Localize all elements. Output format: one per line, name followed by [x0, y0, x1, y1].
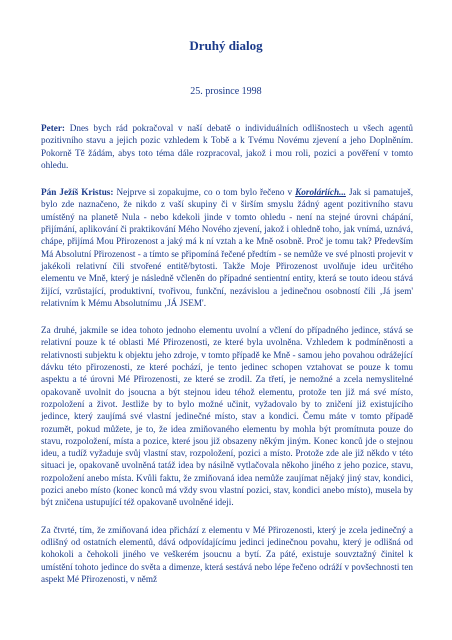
- document-title: Druhý dialog: [189, 38, 263, 53]
- paragraph-1-text: Dnes bych rád pokračoval v naší debatě o individuálních odlišnostech u všech agentů pozitivního stavu a jejich pozic vzhledem k Tobě a k Tvému Novému zjevení a jeho Doplněním. Pokorně Tě žádám, abys toto téma dále rozpracoval, jakož i mou roli, pozici a pověření v tomto ohledu.: [41, 123, 413, 170]
- document-body: [41, 122, 413, 600]
- speaker-peter: Peter:: [41, 123, 65, 133]
- paragraph-2-text-after: Jak si pamatuješ, bylo zde naznačeno, že nikdo z vaší skupiny či v širším smyslu žádný agent pozitivního stavu umístěný na planetě Nula - nebo kdekoli jinde v tomto ohledu - není na stejné úrovni chápání, přijímání, aplikování či praktikování Mého Nového zjevení, jakož i ohledně toho, jak vnímá, uznává, chápe, přijímá Mou Přirozenost a jaký má k ní vztah a ke Mně osobně. Proč je tomu tak? Především Má Absolutní Přirozenost - a tímto se připomíná řečené předtím - se nemůže ve své plnosti projevit v jakékoli relativní čili stvořené entitě/bytosti. Takže Moje Přirozenost uvolňuje ideu určitého elementu ve Mně, který je následně včleněn do případné sentientní entity, která se touto ideou stává žijící, vzrůstající, produktivní, tvořivou, funkční, nezávislou a jedinečnou osobností čili ‚Já jsem' relativním k Mému Absolutnímu ‚JÁ JSEM'.: [41, 187, 413, 308]
- paragraph-2: [41, 186, 413, 309]
- koroláriích-link[interactable]: Koroláriích...: [295, 187, 346, 198]
- paragraph-3: Za druhé, jakmile se idea tohoto jednoho elementu uvolní a včlení do případného jedince, stává se relativní pouze k té oblasti Mé Přirozenosti, ze které byla uvolněna. Vzhledem k podmíněnosti a relativnosti subjektu k objektu jeho zdroje, v tomto případě ke Mně - samou jeho povahou odrážející dávku této přirozenosti, ze které pochází, je tento jedinec schopen vztahovat se pouze k tomu aspektu a té úrovni Mé Přirozenosti, ze které se zrodil. Za třetí, je nemožné a zcela nemyslitelné opakovaně uvolnit do jsoucna a být stejnou ideu téhož elementu, protože ten již má své místo, rozpoložení a život. Jestliže by to bylo možné učinit, vyžadovalo by to zničení již existujícího jedince, který zaujímá své vlastní jedinečné místo, stav a kondici. Čemu máte v tomto případě rozumět, pokud můžete, je to, že idea zmiňovaného elementu by mohla být promítnuta pouze do stavu, rozpoložení, místa a pozice, které jsou již obsazeny někým jiným. Konec konců jde o stejnou ideu, a tudíž vyžaduje svůj vlastní stav, rozpoložení, pozici a místo. Protože zde ale již někdo v této situaci je, opakovaně uvolněná tatáž idea by násilně vytlačovala někoho jiného z jeho pozice, stavu, rozpoložení anebo místa. Kvůli faktu, že zmiňovaná idea nemůže zaujímat nějaký jiný stav, kondici, pozici anebo místo (konec konců má vždy svou vlastní pozici, stav, kondici anebo místo), musela by být zničena ustupující též opakovaně uvolněné ideji.: [41, 325, 413, 508]
- paragraph-4: Za čtvrté, tím, že zmiňovaná idea přichází z elementu v Mé Přirozenosti, který je zcela jedinečný a odlišný od ostatních elementů, dává odpovídajícímu jedinci jedinečnou povahu, který je odlišná od kohokoli a čehokoli jiného ve veškerém jsoucnu a bytí. Za páté, existuje souvztažný činitel k umístění tohoto jedince do světa a dimenze, která sestává nebo lépe řečeno odráží v povšechnosti ten aspekt Mé Přirozenosti, v němž: [41, 524, 413, 584]
- speaker-jesus: Pán Ježíš Kristus:: [41, 187, 114, 198]
- document-date: 25. prosince 1998: [190, 86, 262, 97]
- paragraph-2-text-before: Nejprve si zopakujme, co o tom bylo řečeno v: [113, 187, 296, 198]
- paragraph-1: [41, 122, 413, 171]
